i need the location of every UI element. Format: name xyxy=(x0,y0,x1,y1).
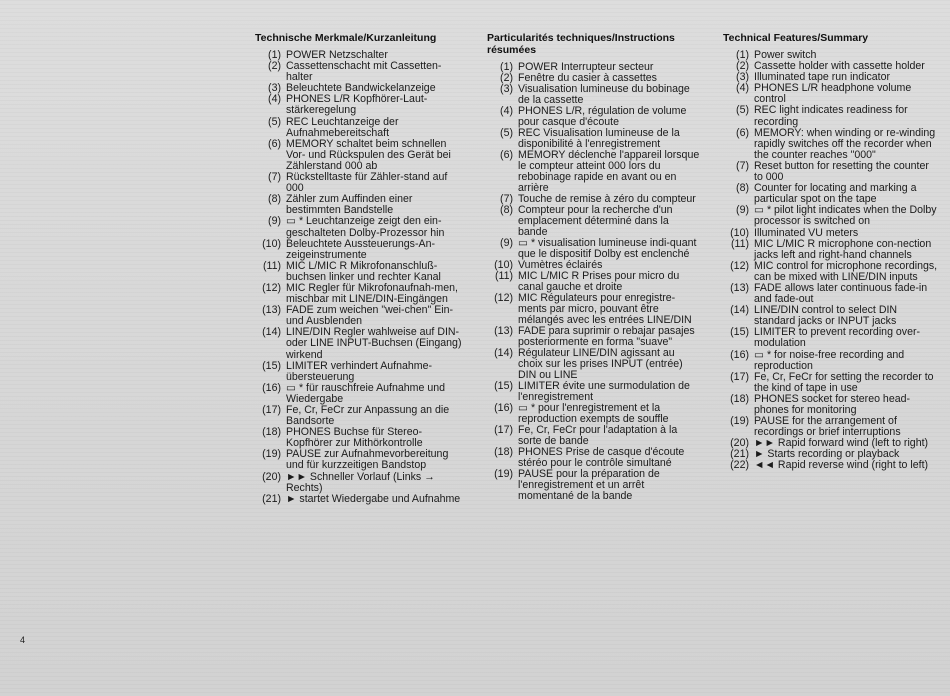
list-item xyxy=(255,361,467,383)
item-number: (15) xyxy=(730,326,749,339)
item-text: Zähler zum Auffinden einer bestimmten Bandstelle xyxy=(286,193,413,217)
item-text: MIC L/MIC R Prises pour micro du canal gauche et droite xyxy=(518,270,680,293)
item-number: (11) xyxy=(494,270,513,282)
item-text: REC Leuchtanzeige der Aufnahmebereitschaft xyxy=(286,115,399,139)
item-number: (14) xyxy=(494,347,513,359)
item-text: Fe, Cr, FeCr pour l'adaptation à la sorte de bande xyxy=(518,424,678,447)
list-item xyxy=(723,105,938,127)
list-item xyxy=(255,305,467,327)
list-item xyxy=(255,327,467,360)
item-number: (1) xyxy=(736,49,749,61)
item-number: (5) xyxy=(268,115,281,128)
german-list xyxy=(255,50,467,505)
list-item xyxy=(723,228,938,239)
item-number: (19) xyxy=(730,415,749,428)
list-item xyxy=(487,348,701,381)
item-number: (12) xyxy=(730,259,749,272)
item-number: (3) xyxy=(736,71,749,84)
list-item xyxy=(487,403,701,425)
item-number: (7) xyxy=(268,171,281,184)
list-item xyxy=(487,326,701,348)
item-text: FADE zum weichen "wei-chen" Ein- und Ausblenden xyxy=(286,304,454,328)
list-item xyxy=(487,84,701,106)
item-text: Fenêtre du casier à cassettes xyxy=(518,72,657,84)
item-number: (18) xyxy=(262,426,281,439)
item-number: (9) xyxy=(736,204,749,217)
item-number: (13) xyxy=(494,325,513,337)
item-text: Fe, Cr, FeCr for setting the recorder to the kind of tape in use xyxy=(754,370,934,394)
list-item xyxy=(255,283,467,305)
list-item xyxy=(487,425,701,447)
item-number: (3) xyxy=(500,83,513,95)
list-item xyxy=(487,293,701,326)
list-item xyxy=(723,283,938,305)
item-text: MEMORY déclenche l'appareil lorsque le compteur atteint 000 lors du rebobinage rapide en avant ou en arrière xyxy=(518,149,700,194)
list-item xyxy=(255,117,467,139)
item-number: (6) xyxy=(500,149,513,161)
english-list xyxy=(723,50,938,472)
list-item xyxy=(487,150,701,194)
list-item xyxy=(255,405,467,427)
item-text: ▭ * pilot light indicates when the Dolby processor is switched on xyxy=(754,204,937,228)
list-item xyxy=(255,239,467,261)
item-text: ▭ * pour l'enregistrement et la reproduction exempts de souffle xyxy=(518,402,669,425)
column-english xyxy=(723,32,938,472)
item-number: (4) xyxy=(500,105,513,117)
item-text: Illuminated VU meters xyxy=(754,226,859,239)
item-text: Power switch xyxy=(754,49,817,61)
list-item xyxy=(255,472,467,494)
item-number: (11) xyxy=(730,237,749,250)
item-text: MIC Regler für Mikrofonaufnah-men, mischbar mit LINE/DIN-Eingängen xyxy=(286,281,458,306)
item-number: (10) xyxy=(494,259,513,271)
item-number: (16) xyxy=(494,402,513,414)
item-text: MIC L/MIC R Mikrofonanschluß-buchsen linker und rechter Kanal xyxy=(286,259,441,283)
item-number: (17) xyxy=(494,424,513,436)
english-title: Technical Features/Summary xyxy=(723,32,869,44)
item-number: (7) xyxy=(500,193,513,205)
item-number: (22) xyxy=(730,459,749,472)
item-text: Fe, Cr, FeCr zur Anpassung an die Bandsorte xyxy=(286,404,450,428)
list-item xyxy=(255,139,467,172)
item-text: MEMORY schaltet beim schnellen Vor- und Rückspulen des Gerät bei Zählerstand 000 ab xyxy=(286,137,451,172)
list-item xyxy=(723,305,938,327)
item-text: MIC L/MIC R microphone con-nection jacks left and right-hand channels xyxy=(754,237,932,261)
item-number: (15) xyxy=(262,359,281,372)
item-text: Vumètres éclairés xyxy=(518,259,603,271)
column-german xyxy=(255,32,467,505)
item-number: (6) xyxy=(736,126,749,139)
item-number: (16) xyxy=(730,348,749,361)
list-item xyxy=(255,61,467,83)
item-text: ▭ * für rauschfreie Aufnahme und Wiedergabe xyxy=(286,381,445,405)
list-item xyxy=(255,94,467,116)
list-item xyxy=(723,183,938,205)
item-text: ►► Schneller Vorlauf (Links → Rechts) xyxy=(286,470,435,494)
page-number: 4 xyxy=(20,635,26,645)
item-text: Cassettenschacht mit Cassetten-halter xyxy=(286,60,442,84)
item-text: LIMITER to prevent recording over-modulation xyxy=(754,326,921,350)
list-item xyxy=(255,427,467,449)
item-text: FADE para suprimir o rebajar pasajes posteriormente en forma "suave" xyxy=(518,325,695,348)
list-item xyxy=(255,494,467,505)
list-item xyxy=(723,128,938,161)
item-text: ◄◄ Rapid reverse wind (right to left) xyxy=(754,459,929,472)
french-title: Particularités techniques/Instructions résumées xyxy=(487,32,675,56)
list-item xyxy=(487,271,701,293)
item-text: POWER Netzschalter xyxy=(286,49,388,61)
item-text: FADE allows later continuous fade-in and fade-out xyxy=(754,281,928,306)
list-item xyxy=(487,238,701,260)
item-number: (3) xyxy=(268,82,281,95)
item-text: LIMITER évite une surmodulation de l'enregistrement xyxy=(518,380,690,403)
column-french xyxy=(487,32,701,502)
list-item xyxy=(487,128,701,150)
list-item xyxy=(255,449,467,471)
item-text: MEMORY: when winding or re-winding rapidly switches off the recorder when the counter reaches "000" xyxy=(754,126,936,161)
item-number: (6) xyxy=(268,137,281,150)
item-number: (4) xyxy=(268,93,281,106)
item-number: (9) xyxy=(500,237,513,249)
item-number: (11) xyxy=(262,259,281,272)
item-text: Cassette holder with cassette holder xyxy=(754,60,925,73)
item-text: REC light indicates readiness for recording xyxy=(754,104,908,128)
item-text: MIC control for microphone recordings, can be mixed with LINE/DIN inputs xyxy=(754,259,938,283)
list-item xyxy=(487,381,701,403)
list-item xyxy=(487,106,701,128)
item-number: (21) xyxy=(730,448,749,461)
item-number: (20) xyxy=(262,470,281,483)
list-item xyxy=(255,194,467,216)
item-text: Beleuchtete Aussteuerungs-An-zeigeinstrumente xyxy=(286,237,435,261)
item-number: (8) xyxy=(268,193,281,206)
item-number: (18) xyxy=(730,392,749,405)
item-text: LINE/DIN control to select DIN standard jacks or INPUT jacks xyxy=(754,304,898,328)
item-text: ▭ * Leuchtanzeige zeigt den ein-geschalteten Dolby-Prozessor hin xyxy=(286,215,445,239)
item-number: (18) xyxy=(494,446,513,458)
list-item xyxy=(723,460,938,471)
item-text: Beleuchtete Bandwickelanzeige xyxy=(286,82,436,95)
french-list xyxy=(487,62,701,502)
item-number: (8) xyxy=(736,182,749,195)
item-text: PAUSE for the arrangement of recordings or brief interruptions xyxy=(754,415,901,439)
item-number: (19) xyxy=(262,448,281,461)
item-number: (19) xyxy=(494,468,513,480)
item-text: PHONES socket for stereo head-phones for monitoring xyxy=(754,392,911,416)
list-item xyxy=(723,350,938,372)
item-number: (2) xyxy=(500,72,513,84)
item-text: PAUSE zur Aufnahmevorbereitung und für kurzzeitigen Bandstop xyxy=(286,448,449,472)
item-text: POWER Interrupteur secteur xyxy=(518,61,654,73)
item-text: PHONES L/R Kopfhörer-Laut-stärkeregelung xyxy=(286,93,428,117)
item-text: PHONES Buchse für Stereo-Kopfhörer zur Mithörkontrolle xyxy=(286,426,423,450)
item-number: (14) xyxy=(730,304,749,317)
item-text: Compteur pour la recherche d'un emplacement déterminé dans la bande xyxy=(518,204,673,238)
item-number: (10) xyxy=(262,237,281,250)
list-item xyxy=(487,447,701,469)
item-text: Rückstelltaste für Zähler-stand auf 000 xyxy=(286,171,448,195)
item-number: (2) xyxy=(268,60,281,73)
item-number: (21) xyxy=(262,492,281,505)
item-text: ►► Rapid forward wind (left to right) xyxy=(754,437,929,450)
item-number: (4) xyxy=(736,82,749,95)
list-item xyxy=(723,83,938,105)
item-text: PHONES Prise de casque d'écoute stéréo pour le contrôle simultané xyxy=(518,446,685,469)
item-number: (14) xyxy=(262,326,281,339)
list-item xyxy=(723,416,938,438)
item-number: (13) xyxy=(262,304,281,317)
german-title: Technische Merkmale/Kurzanleitung xyxy=(255,32,437,44)
item-number: (12) xyxy=(262,281,281,294)
item-text: LINE/DIN Regler wahlweise auf DIN- oder LINE INPUT-Buchsen (Eingang) wirkend xyxy=(286,326,462,361)
item-number: (7) xyxy=(736,159,749,172)
list-item xyxy=(255,261,467,283)
list-item xyxy=(487,469,701,502)
item-number: (16) xyxy=(262,381,281,394)
list-item xyxy=(723,239,938,261)
item-text: Touche de remise à zéro du compteur xyxy=(518,193,696,205)
item-number: (15) xyxy=(494,380,513,392)
item-text: Reset button for resetting the counter to 000 xyxy=(754,159,929,184)
item-number: (8) xyxy=(500,204,513,216)
item-text: Illuminated tape run indicator xyxy=(754,71,891,84)
item-number: (1) xyxy=(268,49,281,61)
list-item xyxy=(723,327,938,349)
item-text: Régulateur LINE/DIN agissant au choix sur les prises INPUT (entrée) DIN ou LINE xyxy=(518,347,683,381)
item-text: LIMITER verhindert Aufnahme-übersteuerung xyxy=(286,359,433,383)
item-number: (5) xyxy=(500,127,513,139)
item-text: REC Visualisation lumineuse de la disponibilité à l'enregistrement xyxy=(518,127,680,150)
item-number: (2) xyxy=(736,60,749,73)
list-item xyxy=(255,172,467,194)
item-number: (20) xyxy=(730,437,749,450)
list-item xyxy=(255,216,467,238)
item-text: PHONES L/R, régulation de volume pour casque d'écoute xyxy=(518,105,687,128)
item-number: (12) xyxy=(494,292,513,304)
item-text: Visualisation lumineuse du bobinage de la cassette xyxy=(518,83,690,106)
list-item xyxy=(723,372,938,394)
item-number: (13) xyxy=(730,281,749,294)
list-item xyxy=(723,261,938,283)
item-number: (17) xyxy=(730,370,749,383)
item-number: (1) xyxy=(500,61,513,73)
item-number: (17) xyxy=(262,404,281,416)
item-number: (5) xyxy=(736,104,749,117)
list-item xyxy=(723,161,938,183)
item-text: ▭ * visualisation lumineuse indi-quant que le dispositif Dolby est enclenché xyxy=(518,237,697,260)
item-text: PHONES L/R headphone volume control xyxy=(754,82,912,106)
item-text: Counter for locating and marking a particular spot on the tape xyxy=(754,182,917,206)
item-number: (9) xyxy=(268,215,281,228)
list-item xyxy=(723,205,938,227)
item-text: MIC Régulateurs pour enregistre-ments par micro, pouvant être mélangés avec les entrées LINE/DIN xyxy=(518,292,692,326)
list-item xyxy=(255,383,467,405)
item-number: (10) xyxy=(730,226,749,239)
item-text: ► startet Wiedergabe und Aufnahme xyxy=(286,492,461,505)
item-text: PAUSE pour la préparation de l'enregistrement et un arrêt momentané de la bande xyxy=(518,468,660,502)
item-text: ▭ * for noise-free recording and reproduction xyxy=(754,348,905,372)
item-text: ► Starts recording or playback xyxy=(754,448,900,461)
list-item xyxy=(487,205,701,238)
list-item xyxy=(723,394,938,416)
